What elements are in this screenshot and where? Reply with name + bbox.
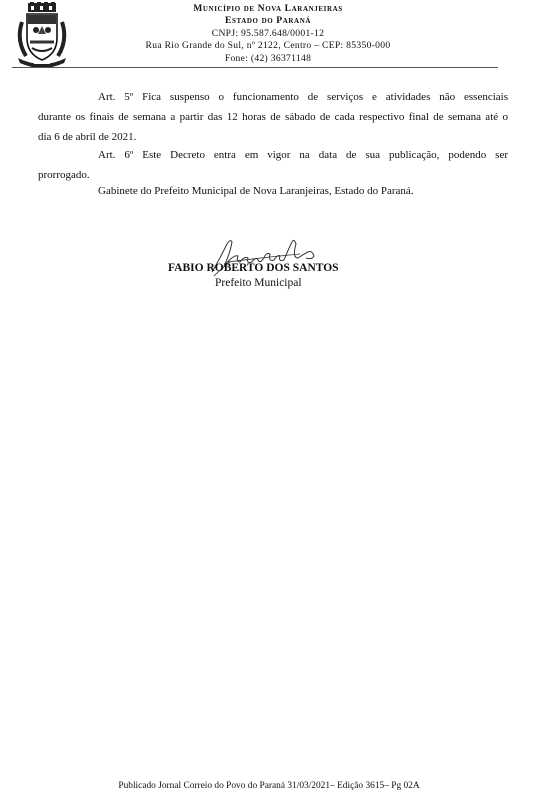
municipality-name: Município de Nova Laranjeiras — [193, 3, 343, 14]
article-6 — [38, 145, 508, 185]
article-5-line-3: dia 6 de abril de 2021. — [38, 131, 137, 143]
address: Rua Rio Grande do Sul, nº 2122, Centro – CEP: 85350-000 — [145, 40, 391, 52]
article-6-line-1: Art. 6º Este Decreto entra em vigor na data de sua publicação, podendo ser — [98, 149, 508, 161]
publication-footer: Publicado Jornal Correio do Povo do Paraná 31/03/2021– Edição 3615– Pg 02A — [118, 781, 420, 791]
state-name: Estado do Paraná — [224, 15, 312, 27]
letterhead — [96, 3, 440, 65]
signatory-title: Prefeito Municipal — [215, 277, 302, 289]
article-5-line-1: Art. 5º Fica suspenso o funcionamento de serviços e atividades não essenciais — [98, 91, 508, 103]
closing-statement: Gabinete do Prefeito Municipal de Nova Laranjeiras, Estado do Paraná. — [98, 185, 414, 197]
header-divider — [12, 67, 498, 68]
signatory-name: FABIO ROBERTO DOS SANTOS — [168, 262, 339, 274]
cnpj: CNPJ: 95.587.648/0001-12 — [211, 27, 325, 39]
municipal-coat-of-arms — [14, 2, 70, 68]
phone: Fone: (42) 36371148 — [224, 52, 312, 64]
article-5 — [38, 87, 508, 147]
article-6-line-2: prorrogado. — [38, 169, 90, 181]
article-5-line-2: durante os finais de semana a partir das 12 horas de sábado de cada respectivo final de semana até o — [38, 111, 508, 123]
